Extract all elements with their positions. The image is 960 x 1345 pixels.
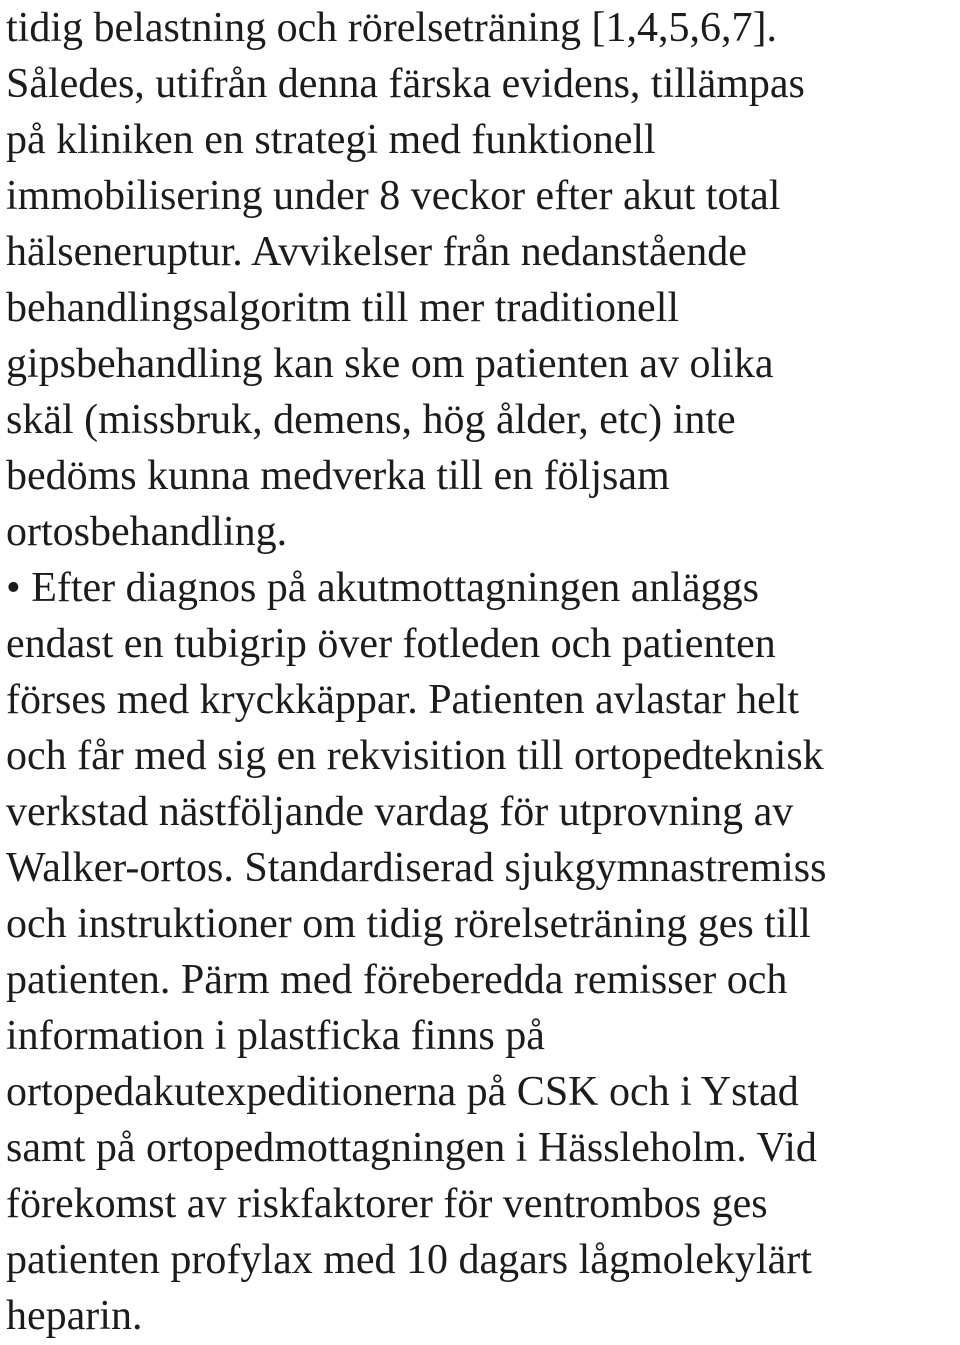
text-line: patienten profylax med 10 dagars lågmolekylärt xyxy=(6,1237,812,1283)
text-line: förekomst av riskfaktorer för ventrombos ges xyxy=(6,1181,768,1227)
text-line: och får med sig en rekvisition till ortopedteknisk xyxy=(6,733,824,779)
text-line: behandlingsalgoritm till mer traditionell xyxy=(6,285,680,331)
text-line: verkstad nästföljande vardag för utprovning av xyxy=(6,789,794,835)
text-line: immobilisering under 8 veckor efter akut total xyxy=(6,173,781,219)
text-line: förses med kryckkäppar. Patienten avlastar helt xyxy=(6,677,800,723)
text-line: endast en tubigrip över fotleden och patienten xyxy=(6,621,776,667)
text-line: ortosbehandling. xyxy=(6,509,288,555)
text-line: Således, utifrån denna färska evidens, tillämpas xyxy=(6,61,805,107)
text-line: Walker-ortos. Standardiserad sjukgymnastremiss xyxy=(6,845,827,891)
text-line: på kliniken en strategi med funktionell xyxy=(6,117,656,163)
text-line: skäl (missbruk, demens, hög ålder, etc) inte xyxy=(6,397,736,443)
text-line: bedöms kunna medverka till en följsam xyxy=(6,453,670,499)
text-line: heparin. xyxy=(6,1293,143,1339)
text-line: samt på ortopedmottagningen i Hässleholm. Vid xyxy=(6,1125,817,1171)
text-line: tidig belastning och rörelseträning [1,4,5,6,7]. xyxy=(6,5,777,51)
text-line: hälseneruptur. Avvikelser från nedanstående xyxy=(6,229,747,275)
text-line: gipsbehandling kan ske om patienten av olika xyxy=(6,341,774,387)
text-line: ortopedakutexpeditionerna på CSK och i Ystad xyxy=(6,1069,799,1115)
text-line: information i plastficka finns på xyxy=(6,1013,545,1059)
document-body xyxy=(6,0,960,1344)
bullet-text-line: • Efter diagnos på akutmottagningen anläggs xyxy=(6,565,760,611)
text-line: och instruktioner om tidig rörelseträning ges till xyxy=(6,901,811,947)
text-line: patienten. Pärm med föreberedda remisser och xyxy=(6,957,788,1003)
